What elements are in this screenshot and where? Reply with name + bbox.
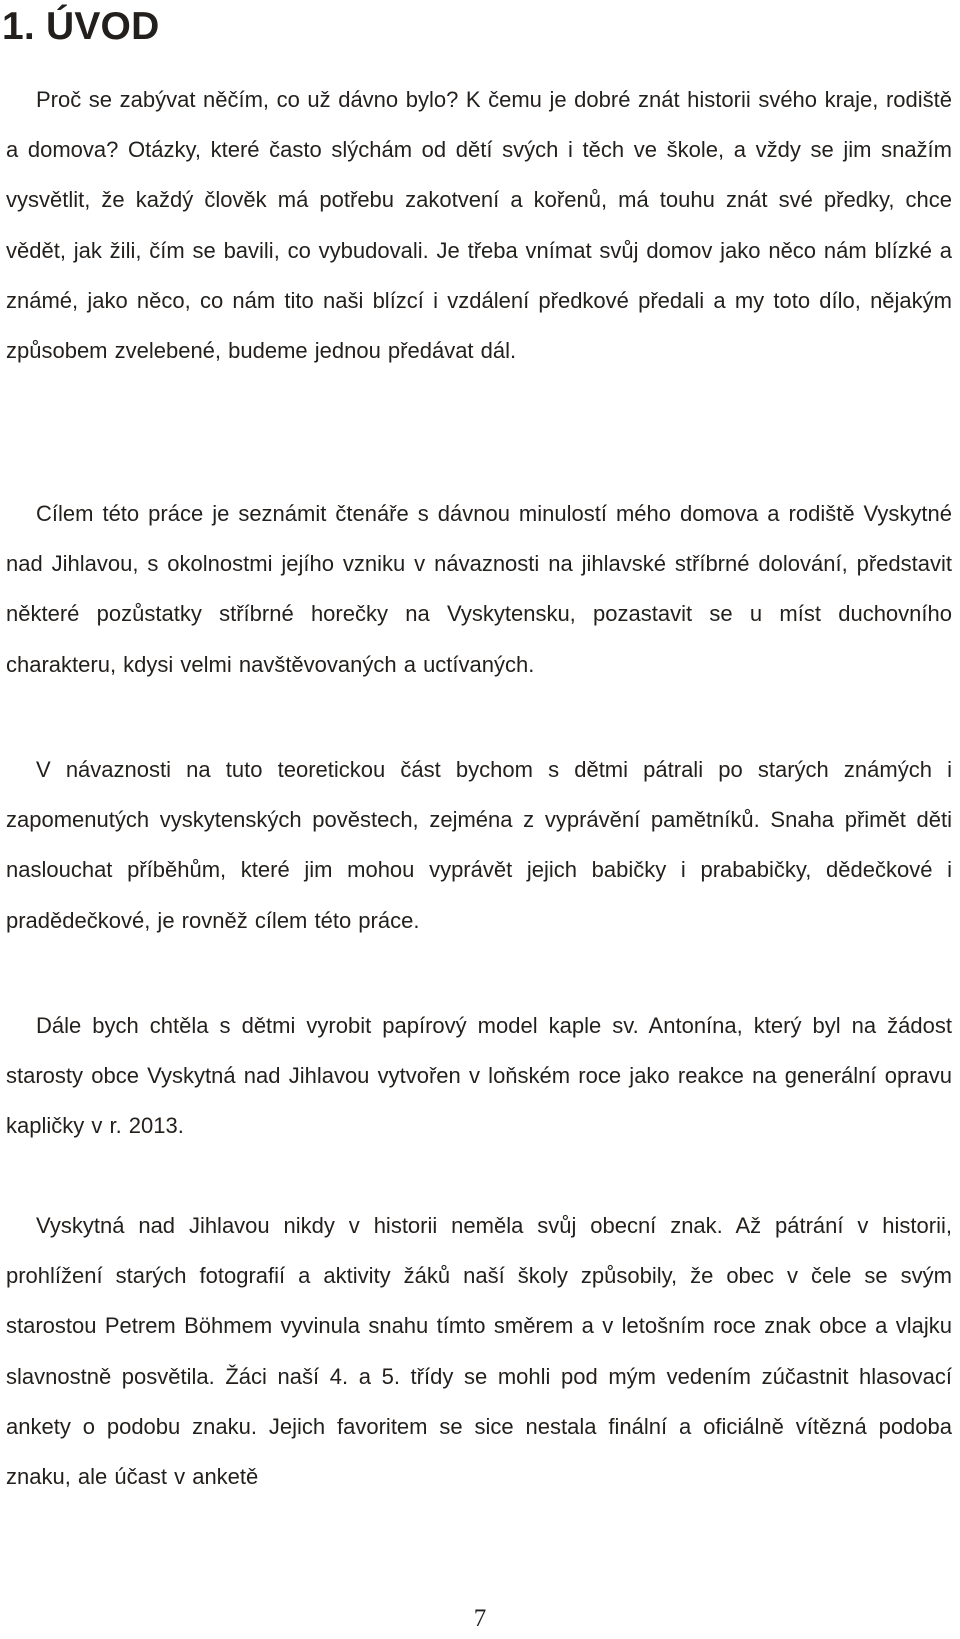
paragraph-goal: Cílem této práce je seznámit čtenáře s dávnou minulostí mého domova a rodiště Vyskytné nad Jihlavou, s okolnostmi jejího vzniku v návaznosti na jihlavské stříbrné dolování, představit některé pozůstatky stříbrné horečky na Vyskytensku, pozastavit se u míst duchovního charakteru, kdysi velmi navštěvovaných a uctívaných. — [6, 501, 952, 677]
page-number: 7 — [473, 1605, 487, 1632]
chapter-heading: 1. ÚVOD — [2, 5, 160, 48]
paragraph-chapel-model: Dále bych chtěla s dětmi vyrobit papírový model kaple sv. Antonína, který byl na žádost starosty obce Vyskytná nad Jihlavou vytvořen v loňském roce jako reakce na generální opravu kapličky v r. 2013. — [6, 1013, 952, 1139]
paragraph-intro: Proč se zabývat něčím, co už dávno bylo? K čemu je dobré znát historii svého kraje, rodiště a domova? Otázky, které často slýchám od dětí svých i těch ve škole, a vždy se jim snažím vysvětlit, že každý člověk má potřebu zakotvení a kořenů, má touhu znát své předky, chce vědět, jak žili, čím se bavili, co vybudovali. Je třeba vnímat svůj domov jako něco nám blízké a známé, jako něco, co nám tito naši blízcí i vzdálení předkové předali a my toto dílo, nějakým způsobem zvelebené, budeme jednou předávat dál. — [6, 87, 952, 364]
paragraph-legends: V návaznosti na tuto teoretickou část bychom s dětmi pátrali po starých známých i zapomenutých vyskytenských pověstech, zejména z vyprávění pamětníků. Snaha přimět děti naslouchat příběhům, které jim mohou vyprávět jejich babičky i prababičky, dědečkové i pradědečkové, je rovněž cílem této práce. — [6, 757, 952, 933]
paragraph-coat-of-arms: Vyskytná nad Jihlavou nikdy v historii neměla svůj obecní znak. Až pátrání v historii, prohlížení starých fotografií a aktivity žáků naší školy způsobily, že obec v čele se svým starostou Petrem Böhmem vyvinula snahu tímto směrem a v letošním roce znak obce a vlajku slavnostně posvětila. Žáci naší 4. a 5. třídy se mohli pod mým vedením zúčastnit hlasovací ankety o podobu znaku. Jejich favoritem se sice nestala finální a oficiálně vítězná podoba znaku, ale účast v anketě — [6, 1213, 952, 1490]
